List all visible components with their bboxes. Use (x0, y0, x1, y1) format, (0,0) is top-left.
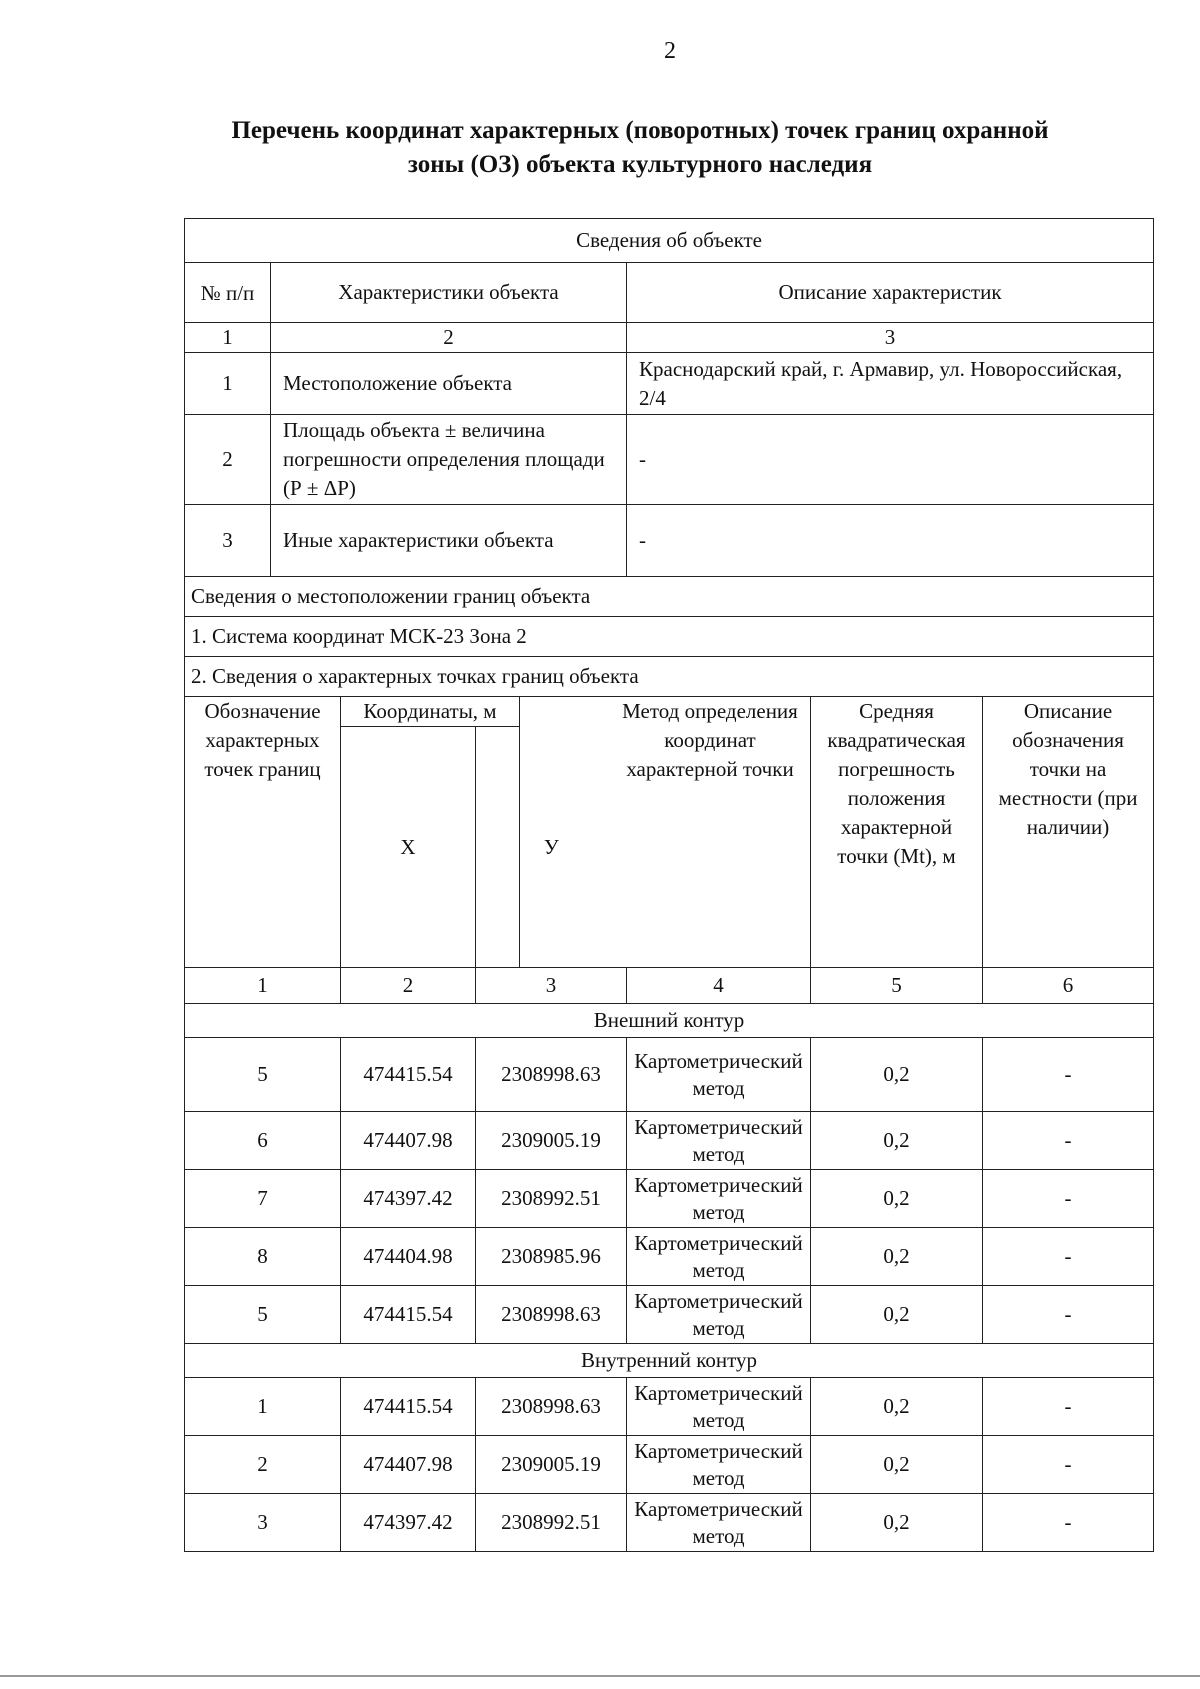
col-header-error: Средняя квадратическая погрешность положения характерной точки (Mt), м (811, 697, 983, 968)
method: Картометрический метод (627, 1038, 811, 1112)
point-description: - (983, 1286, 1154, 1344)
coord-x: 474415.54 (341, 1378, 476, 1436)
point-id: 5 (185, 1286, 341, 1344)
row-num: 1 (185, 353, 271, 415)
method: Картометрический метод (627, 1170, 811, 1228)
point-id: 6 (185, 1112, 341, 1170)
error: 0,2 (811, 1170, 983, 1228)
error: 0,2 (811, 1378, 983, 1436)
col-number: 3 (627, 323, 1154, 353)
contour-label: Внутренний контур (185, 1344, 1154, 1378)
coord-x: 474415.54 (341, 1286, 476, 1344)
col-number: 6 (983, 968, 1154, 1004)
points-header-row (185, 657, 1154, 697)
title-line-1: Перечень координат характерных (поворотных) точек границ охранной (231, 117, 1049, 144)
error: 0,2 (811, 1494, 983, 1552)
row-description: - (627, 415, 1154, 505)
col-header-y: У (476, 727, 627, 968)
contour-header-row (185, 1344, 1154, 1378)
col-header-method: Метод определения координат характерной точки (520, 697, 811, 968)
coord-y: 2308998.63 (476, 1286, 627, 1344)
col-number: 5 (811, 968, 983, 1004)
method: Картометрический метод (627, 1228, 811, 1286)
row-characteristic: Площадь объекта ± величина погрешности определения площади (Р ± ΔР) (271, 415, 627, 505)
point-description: - (983, 1494, 1154, 1552)
object-info-header: Сведения об объекте (185, 219, 1154, 263)
coord-y: 2309005.19 (476, 1112, 627, 1170)
table-row (185, 1170, 1154, 1228)
table-row (185, 1228, 1154, 1286)
method: Картометрический метод (627, 1436, 811, 1494)
contour-header-row (185, 1004, 1154, 1038)
table-body (185, 219, 1154, 1552)
col-header-point-description: Описание обозначения точки на местности (при наличии) (983, 697, 1154, 968)
error: 0,2 (811, 1112, 983, 1170)
contour-label: Внешний контур (185, 1004, 1154, 1038)
points-header: 2. Сведения о характерных точках границ объекта (185, 657, 1154, 697)
object-info-header-row (185, 219, 1154, 263)
table-row (185, 1112, 1154, 1170)
coord-y: 2308992.51 (476, 1170, 627, 1228)
row-num: 3 (185, 505, 271, 577)
col-number: 1 (185, 968, 341, 1004)
page-number: 2 (664, 38, 676, 64)
point-description: - (983, 1170, 1154, 1228)
coord-y: 2308985.96 (476, 1228, 627, 1286)
row-characteristic: Местоположение объекта (271, 353, 627, 415)
table-row (185, 1038, 1154, 1112)
col-header-designation: Обозначение характерных точек границ (185, 697, 341, 968)
coord-x: 474404.98 (341, 1228, 476, 1286)
point-id: 8 (185, 1228, 341, 1286)
col-header-coords: Координаты, м (341, 697, 520, 727)
table-row (185, 1436, 1154, 1494)
location-header-row (185, 577, 1154, 617)
col-number: 1 (185, 323, 271, 353)
points-col-numbers-row (185, 968, 1154, 1004)
coord-y: 2308998.63 (476, 1038, 627, 1112)
method: Картометрический метод (627, 1378, 811, 1436)
point-description: - (983, 1112, 1154, 1170)
col-number: 4 (627, 968, 811, 1004)
coord-x: 474407.98 (341, 1112, 476, 1170)
object-info-row (185, 505, 1154, 577)
col-number: 3 (476, 968, 627, 1004)
table-row (185, 1378, 1154, 1436)
method: Картометрический метод (627, 1494, 811, 1552)
method: Картометрический метод (627, 1112, 811, 1170)
point-description: - (983, 1038, 1154, 1112)
method: Картометрический метод (627, 1286, 811, 1344)
coord-x: 474415.54 (341, 1038, 476, 1112)
col-number: 2 (271, 323, 627, 353)
row-num: 2 (185, 415, 271, 505)
footer-divider (0, 1675, 1200, 1677)
point-id: 3 (185, 1494, 341, 1552)
object-info-col-headers (185, 263, 1154, 323)
point-id: 2 (185, 1436, 341, 1494)
col-number: 2 (341, 968, 476, 1004)
col-header-num: № п/п (185, 263, 271, 323)
col-header-x: X (341, 727, 476, 968)
error: 0,2 (811, 1038, 983, 1112)
coordinates-table (184, 218, 1154, 1552)
title-line-2: зоны (ОЗ) объекта культурного наследия (407, 151, 873, 178)
document-title (190, 114, 1090, 182)
coord-x: 474397.42 (341, 1494, 476, 1552)
coord-system: 1. Система координат МСК-23 Зона 2 (185, 617, 1154, 657)
object-info-col-numbers (185, 323, 1154, 353)
point-id: 7 (185, 1170, 341, 1228)
coord-y: 2308998.63 (476, 1378, 627, 1436)
coord-y: 2308992.51 (476, 1494, 627, 1552)
table-row (185, 1286, 1154, 1344)
coord-x: 474397.42 (341, 1170, 476, 1228)
point-description: - (983, 1436, 1154, 1494)
coord-y: 2309005.19 (476, 1436, 627, 1494)
coord-system-row (185, 617, 1154, 657)
object-info-row (185, 353, 1154, 415)
object-info-row (185, 415, 1154, 505)
col-header-characteristic: Характеристики объекта (271, 263, 627, 323)
row-characteristic: Иные характеристики объекта (271, 505, 627, 577)
point-description: - (983, 1228, 1154, 1286)
point-description: - (983, 1378, 1154, 1436)
location-header: Сведения о местоположении границ объекта (185, 577, 1154, 617)
row-description: - (627, 505, 1154, 577)
row-description: Краснодарский край, г. Армавир, ул. Новороссийская, 2/4 (627, 353, 1154, 415)
error: 0,2 (811, 1228, 983, 1286)
error: 0,2 (811, 1436, 983, 1494)
coord-x: 474407.98 (341, 1436, 476, 1494)
col-header-description: Описание характеристик (627, 263, 1154, 323)
table-row (185, 1494, 1154, 1552)
error: 0,2 (811, 1286, 983, 1344)
points-col-headers-row-1 (185, 697, 1154, 727)
point-id: 1 (185, 1378, 341, 1436)
point-id: 5 (185, 1038, 341, 1112)
